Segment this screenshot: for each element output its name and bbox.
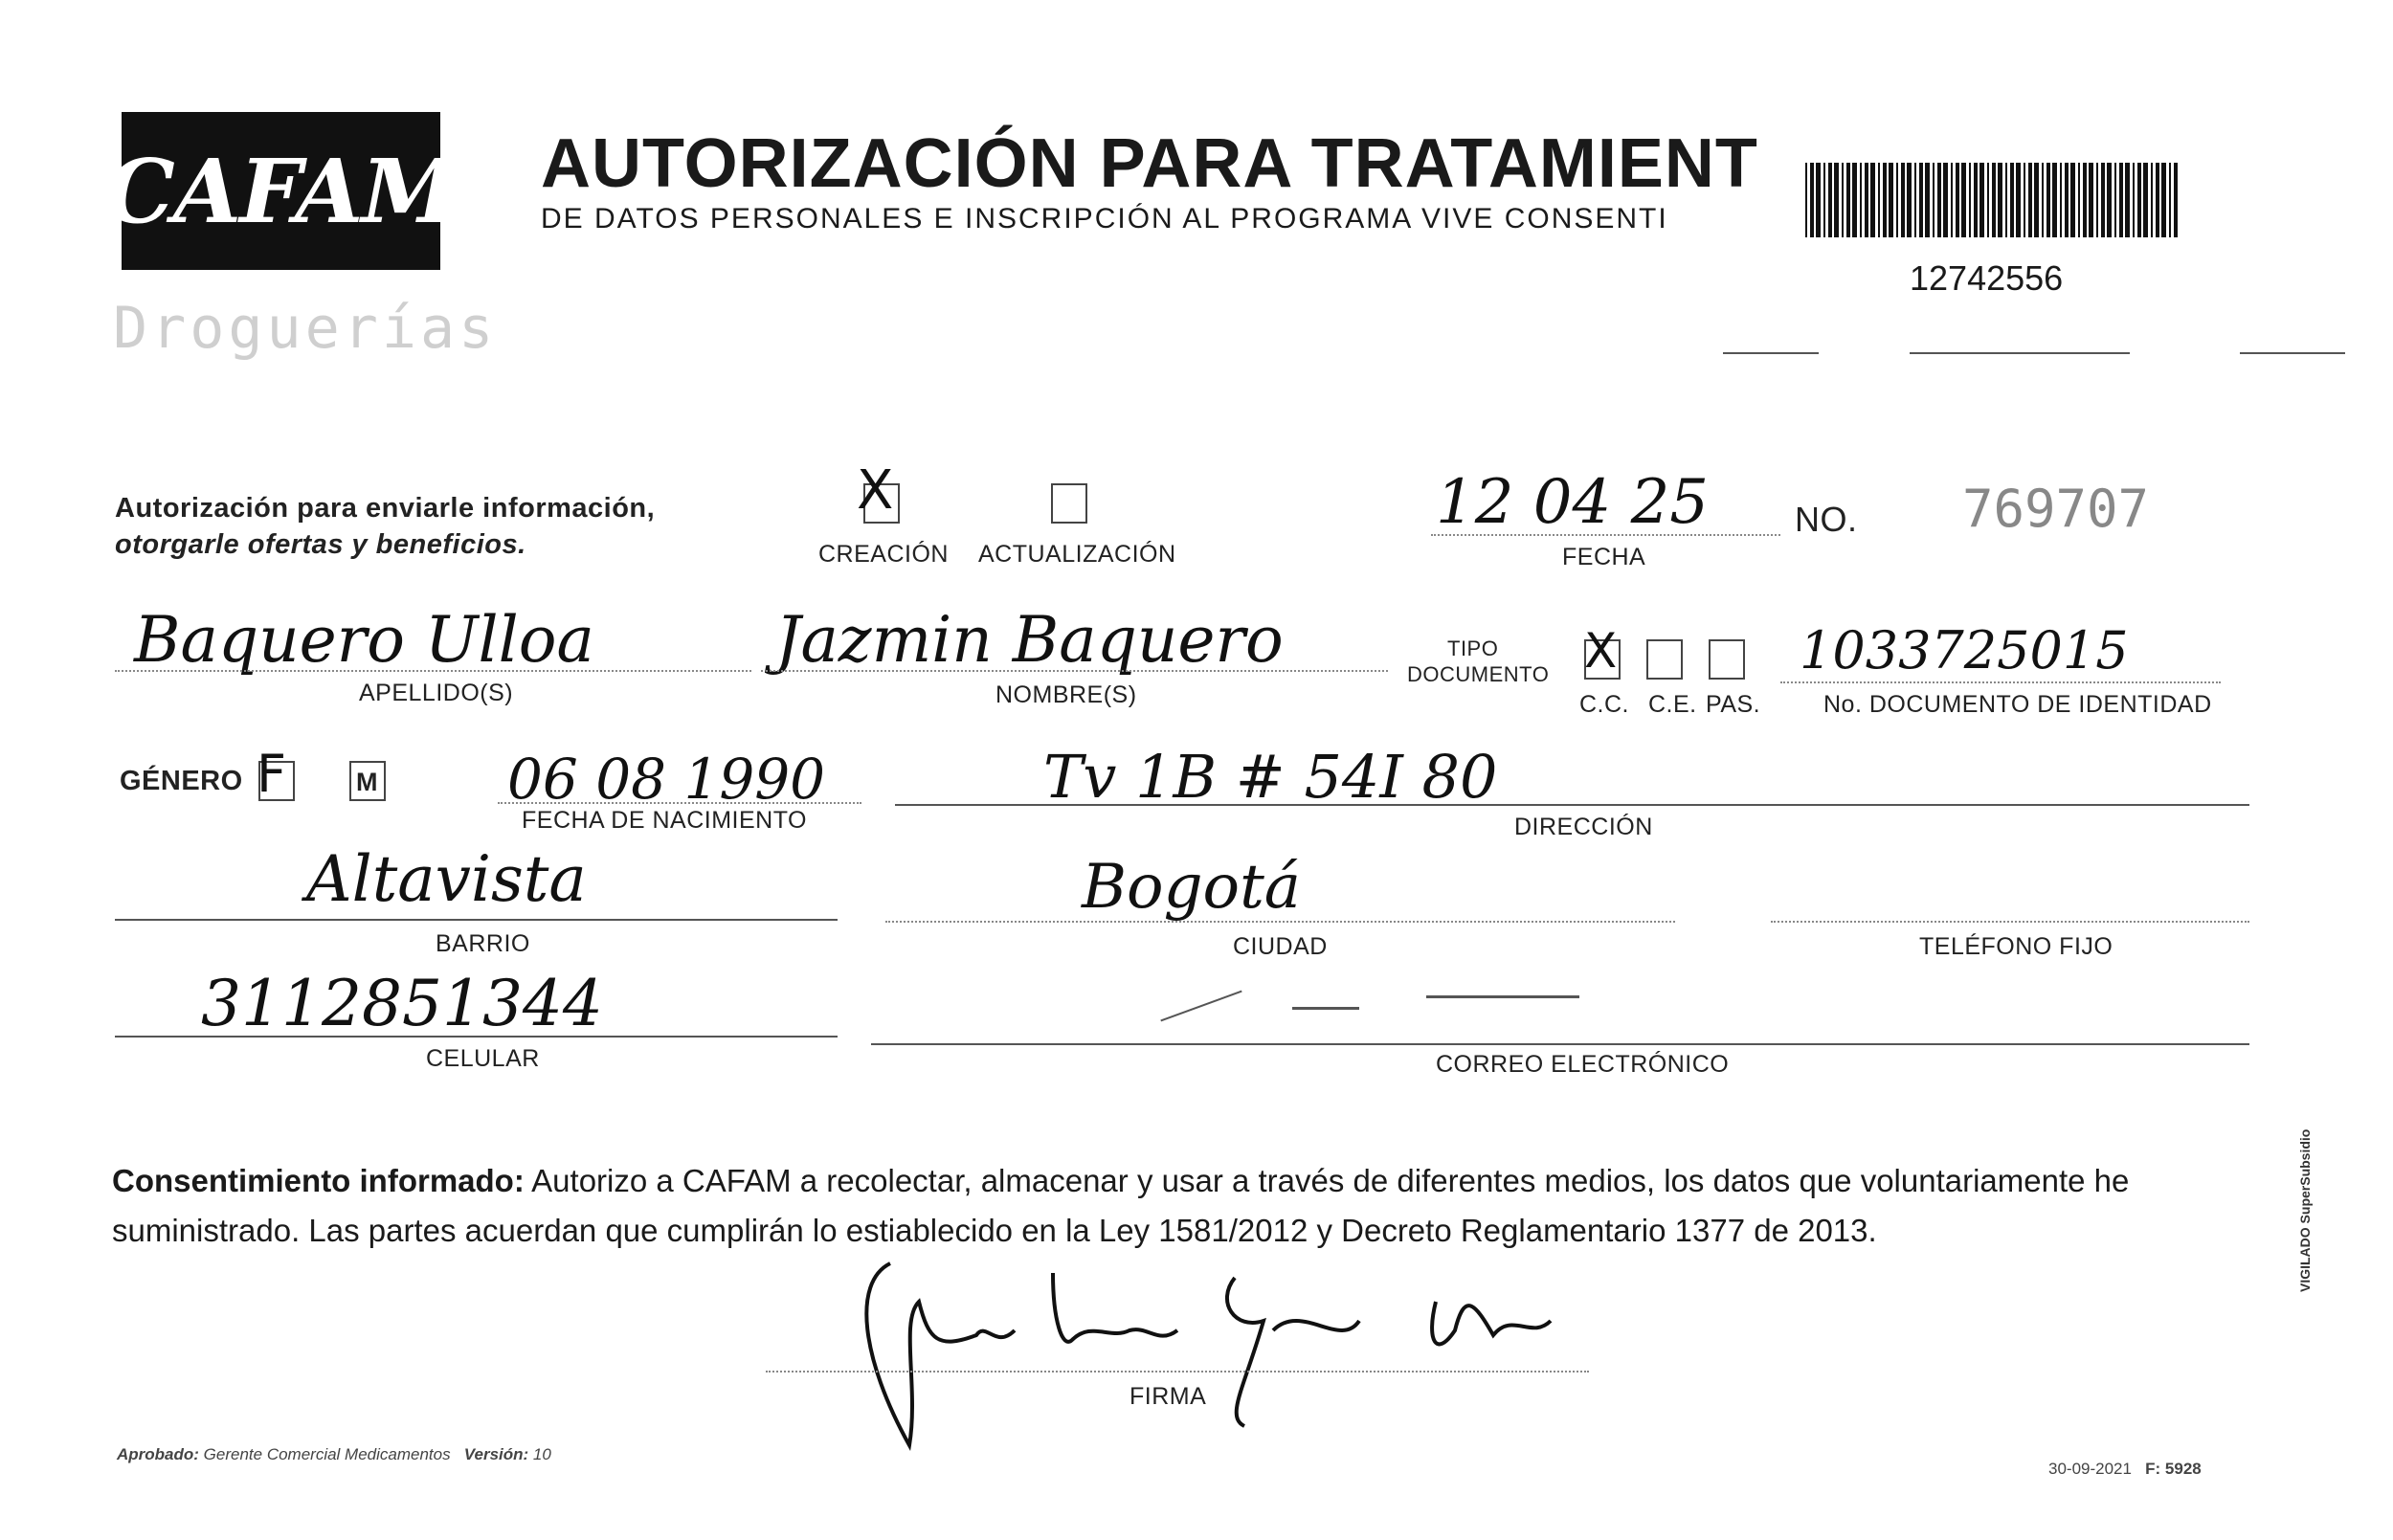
direccion-line [895,804,2249,806]
apellidos-value[interactable]: Baquero Ulloa [134,603,594,677]
apellidos-line [115,670,751,672]
m-label: M [356,768,378,796]
authorization-label-2: otorgarle ofertas y beneficios. [115,529,526,560]
apellidos-label: APELLIDO(S) [359,680,514,706]
divider [1910,352,2130,354]
droguerias-sublogo: Droguerías [113,295,498,362]
divider [2240,352,2345,354]
form-code: F: 5928 [2145,1460,2202,1478]
pas-checkbox[interactable] [1709,639,1745,680]
f-mark: F [257,744,287,804]
aprobado-label: Aprobado: [117,1445,199,1463]
celular-label: CELULAR [426,1045,540,1072]
ce-checkbox[interactable] [1646,639,1683,680]
cafam-logo: CAFAM [122,112,440,270]
ciudad-line [885,921,1675,923]
nacimiento-label: FECHA DE NACIMIENTO [522,807,807,834]
no-label: NO. [1795,500,1858,539]
direccion-value[interactable]: Tv 1B # 54I 80 [1043,742,1498,812]
footer-aprobado [117,1445,551,1464]
date-code: 30-09-2021 [2048,1460,2132,1478]
correo-scribble [1292,1007,1359,1010]
firma-line [766,1371,1589,1373]
barcode-number: 12742556 [1910,258,2064,298]
creacion-label: CREACIÓN [818,541,949,568]
correo-scribble [1426,995,1579,998]
nacimiento-line [498,802,861,804]
divider [1723,352,1819,354]
pas-label: PAS. [1706,691,1761,718]
tipo-label: TIPO [1447,636,1499,660]
form-subtitle: DE DATOS PERSONALES E INSCRIPCIÓN AL PROGRAMA VIVE CONSENTI [541,203,1668,234]
consent-paragraph [112,1156,2275,1256]
telefono-line [1771,921,2249,923]
fecha-value: 12 04 25 [1436,467,1709,538]
documento-type-label: DOCUMENTO [1407,662,1550,686]
documento-line [1780,681,2221,683]
correo-label: CORREO ELECTRÓNICO [1436,1051,1730,1078]
fecha-label: FECHA [1562,544,1646,570]
correo-scribble [1160,991,1241,1022]
creacion-mark: X [857,459,894,522]
nacimiento-value[interactable]: 06 08 1990 [507,747,826,812]
version-value: 10 [532,1445,551,1463]
consent-text: Autorizo a CAFAM a recolectar, almacenar y usar a través de diferentes medios, los datos que voluntariamente he suministrado. Las partes acuerdan que cumplirán lo estiablecido en la Ley 1581/2012 y Decreto Reglamentario 1377 de 2013. [112,1163,2130,1248]
actualizacion-label: ACTUALIZACIÓN [978,541,1176,568]
nombres-value[interactable]: Jazmin Baquero [775,603,1284,677]
firma-label: FIRMA [1129,1383,1207,1410]
celular-value[interactable]: 3112851344 [201,967,603,1040]
direccion-label: DIRECCIÓN [1514,814,1653,840]
vigilado-text: VIGILADO SuperSubsidio [2297,1128,2313,1292]
consent-bold: Consentimiento informado: [112,1163,525,1198]
cc-mark: X [1584,623,1618,679]
barrio-line [115,919,838,921]
genero-label: GÉNERO [120,766,243,796]
aprobado-value: Gerente Comercial Medicamentos [203,1445,451,1463]
nombres-line [761,670,1388,672]
version-label: Versión: [463,1445,529,1463]
barrio-label: BARRIO [436,930,530,957]
form-title: AUTORIZACIÓN PARA TRATAMIENT [541,125,1758,202]
celular-line [115,1036,838,1038]
form-number: 769707 [1962,479,2150,539]
signature-image [766,1244,1646,1464]
authorization-label-1: Autorización para enviarle información, [115,493,656,524]
barrio-value[interactable]: Altavista [306,842,587,916]
ciudad-label: CIUDAD [1233,933,1328,960]
documento-value[interactable]: 1033725015 [1800,620,2129,681]
footer-codes [2048,1460,2202,1479]
ce-label: C.E. [1648,691,1697,718]
correo-line [871,1043,2249,1045]
nombres-label: NOMBRE(S) [995,681,1137,708]
barcode-icon [1805,163,2179,237]
fecha-line [1431,534,1780,536]
ciudad-value[interactable]: Bogotá [1082,852,1301,923]
documento-label: No. DOCUMENTO DE IDENTIDAD [1823,691,2212,718]
cc-label: C.C. [1579,691,1629,718]
telefono-label: TELÉFONO FIJO [1919,933,2113,960]
actualizacion-checkbox[interactable] [1051,483,1087,524]
